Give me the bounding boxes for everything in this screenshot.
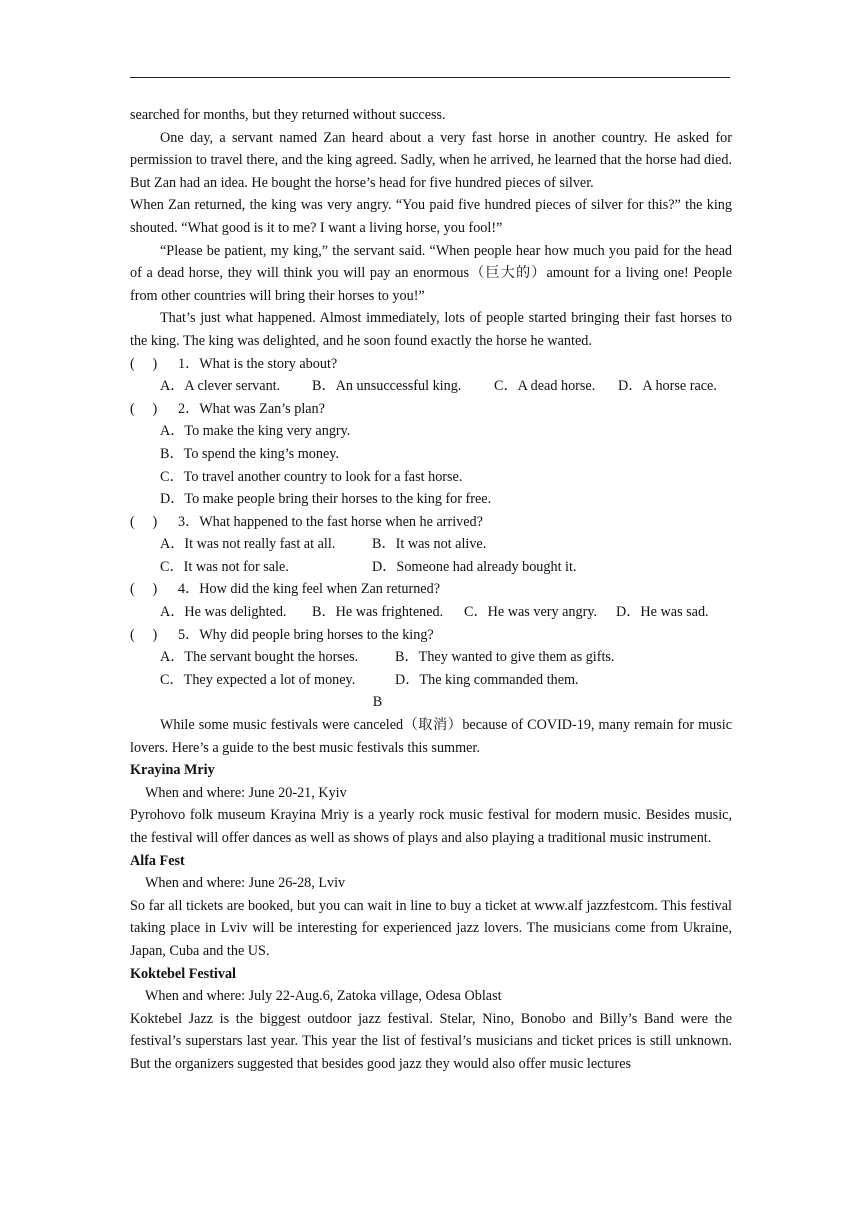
question-stem: 3．What happened to the fast horse when he arrived?: [178, 513, 483, 530]
option[interactable]: A．The servant bought the horses.: [160, 649, 359, 666]
paragraph: One day, a servant named Zan heard about a very fast horse in another country. He asked for permission to travel there, and the king agreed. Sadly, when he arrived, he learned that the horse had died. But Zan had an idea. He bought the horse’s head for five hundred pieces of silver.: [130, 129, 732, 191]
option[interactable]: D．To make people bring their horses to the king for free.: [160, 491, 492, 508]
question-2: [130, 398, 732, 421]
option[interactable]: D．A horse race.: [618, 378, 717, 395]
festival-desc: Koktebel Jazz is the biggest outdoor jazz festival. Stelar, Nino, Bonobo and Billy’s Band were the festival’s superstars last year. This year the list of festival’s musicians and ticket prices is still unknown. But the organizers suggested that besides good jazz they would also offer music lectures: [130, 1010, 732, 1072]
question-stem: 1．What is the story about?: [178, 355, 338, 372]
festival-when: When and where: July 22-Aug.6, Zatoka village, Odesa Oblast: [145, 988, 502, 1005]
options-row: [130, 556, 732, 579]
answer-blank[interactable]: ( ): [130, 355, 158, 372]
question-4: [130, 578, 732, 601]
options-row: [130, 533, 732, 556]
festival-title: Alfa Fest: [130, 852, 185, 869]
option[interactable]: C．To travel another country to look for a fast horse.: [160, 468, 463, 485]
option[interactable]: A．To make the king very angry.: [160, 423, 351, 440]
answer-blank[interactable]: ( ): [130, 581, 158, 598]
paragraph: When Zan returned, the king was very angry. “You paid five hundred pieces of silver for this?” the king shouted. “What good is it to me? I want a living horse, you fool!”: [130, 197, 732, 236]
options-row: [130, 375, 732, 398]
paragraph: “Please be patient, my king,” the servant said. “When people hear how much you paid for the head of a dead horse, they will think you will pay an enormous（巨大的）amount for a living one! People from other countries will bring their horses to you!”: [130, 242, 732, 304]
option[interactable]: D．Someone had already bought it.: [372, 558, 577, 575]
question-stem: 5．Why did people bring horses to the king?: [178, 626, 434, 643]
option[interactable]: B．An unsuccessful king.: [312, 378, 462, 395]
option[interactable]: A．He was delighted.: [160, 604, 287, 621]
question-stem: 4．How did the king feel when Zan returned?: [178, 581, 440, 598]
paragraph: While some music festivals were canceled（取消）because of COVID-19, many remain for music lovers. Here’s a guide to the best music festivals this summer.: [130, 717, 732, 756]
answer-blank[interactable]: ( ): [130, 400, 158, 417]
festival-when: When and where: June 20-21, Kyiv: [145, 784, 347, 801]
festival-title: Koktebel Festival: [130, 965, 236, 982]
option[interactable]: C．A dead horse.: [494, 378, 596, 395]
option[interactable]: B．To spend the king’s money.: [160, 445, 339, 462]
festival-title: Krayina Mriy: [130, 762, 215, 779]
paragraph: That’s just what happened. Almost immediately, lots of people started bringing their fast horses to the king. The king was delighted, and he soon found exactly the horse he wanted.: [130, 310, 732, 349]
question-stem: 2．What was Zan’s plan?: [178, 400, 325, 417]
option[interactable]: D．He was sad.: [616, 604, 709, 621]
option[interactable]: B．He was frightened.: [312, 604, 444, 621]
answer-blank[interactable]: ( ): [130, 626, 158, 643]
option[interactable]: D．The king commanded them.: [395, 671, 579, 688]
section-label: B: [372, 694, 383, 711]
answer-blank[interactable]: ( ): [130, 513, 158, 530]
options-col: [130, 420, 732, 510]
options-row: [130, 669, 732, 692]
options-row: [130, 646, 732, 669]
festival-when: When and where: June 26-28, Lviv: [145, 875, 346, 892]
option[interactable]: C．He was very angry.: [464, 604, 598, 621]
question-3: [130, 511, 732, 534]
header-rule: [130, 77, 730, 78]
question-1: [130, 353, 732, 376]
option[interactable]: B．They wanted to give them as gifts.: [395, 649, 615, 666]
option[interactable]: B．It was not alive.: [372, 536, 487, 553]
document-body: [130, 104, 732, 1076]
paragraph: searched for months, but they returned without success.: [130, 107, 446, 123]
festival-desc: Pyrohovo folk museum Krayina Mriy is a yearly rock music festival for modern music. Besides music, the festival will offer dances as well as shows of plays and also playing a traditional music instrument.: [130, 807, 732, 846]
option[interactable]: A．It was not really fast at all.: [160, 536, 336, 553]
question-5: [130, 624, 732, 647]
option[interactable]: C．It was not for sale.: [160, 558, 289, 575]
options-row: [130, 601, 732, 624]
option[interactable]: C．They expected a lot of money.: [160, 671, 356, 688]
option[interactable]: A．A clever servant.: [160, 378, 281, 395]
festival-desc: So far all tickets are booked, but you can wait in line to buy a ticket at www.alf jazzfestcom. This festival taking place in Lviv will be interesting for experienced jazz lovers. The musicians come from Ukraine, Japan, Cuba and the US.: [130, 897, 732, 959]
